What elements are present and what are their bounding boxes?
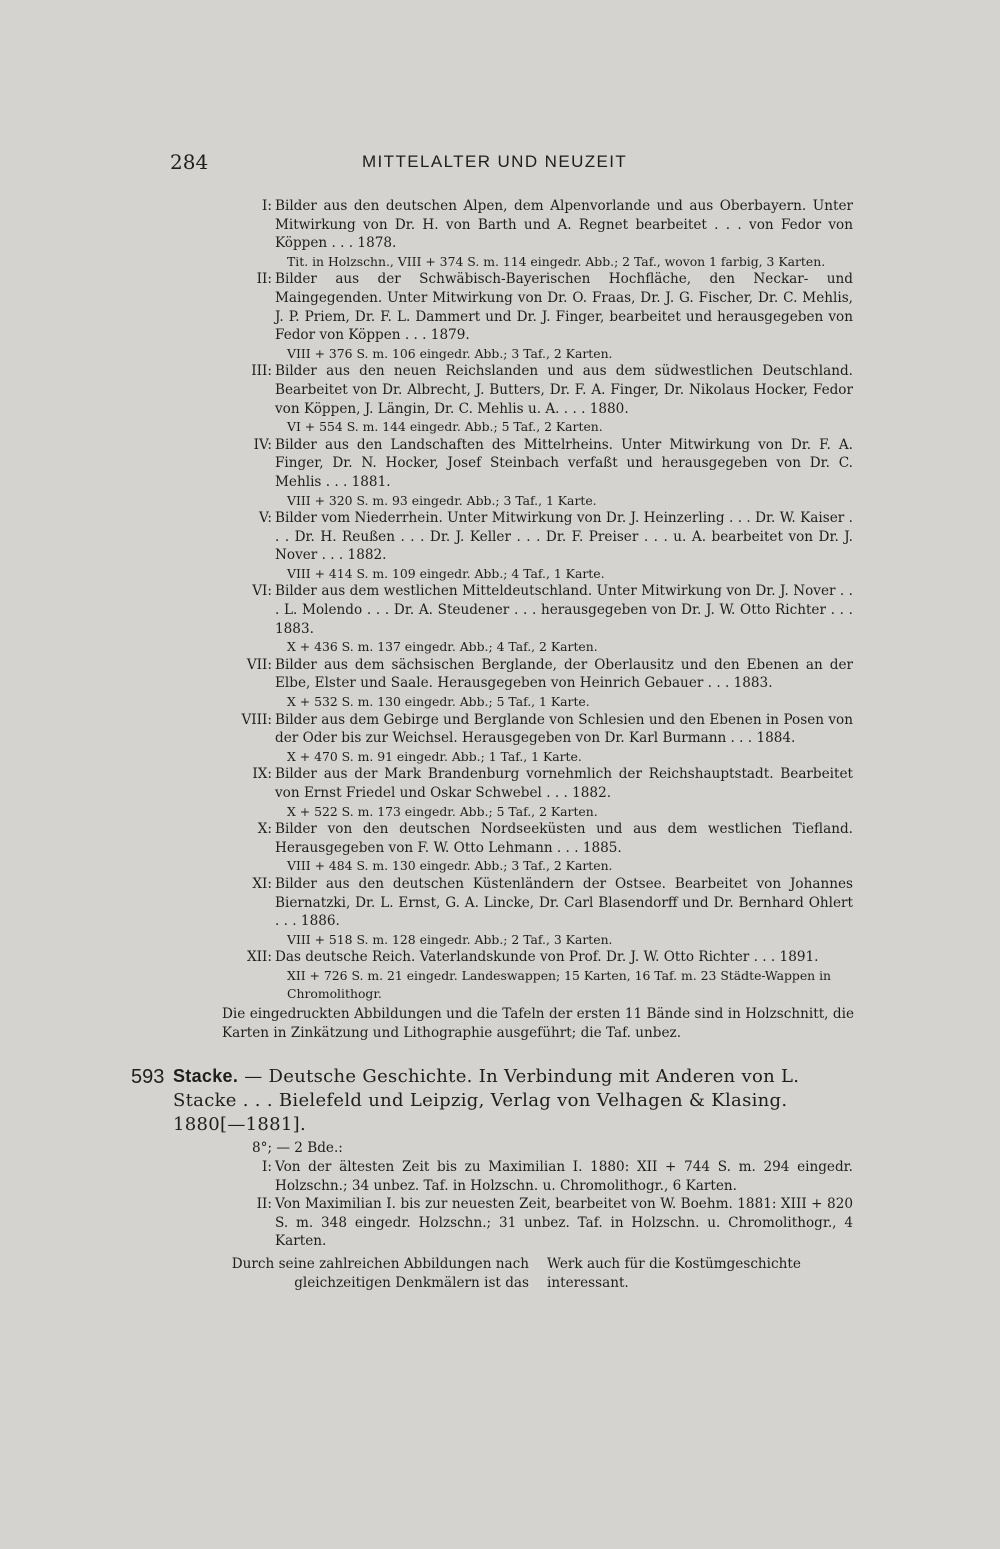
volume-entry — [251, 362, 853, 435]
volume-description: Bilder aus der Schwäbisch-Bayerischen Hochfläche, den Neckar- und Maingegenden. Unter Mitwirkung von Dr. O. Fraas, Dr. J. G. Fischer, Dr. C. Mehlis, J. P. Priem, Dr. F. L. Dammert und Dr. J. Finger, bearbeitet und herausgegeben von Fedor von Köppen . . . 1879. — [275, 271, 853, 344]
volume-description: Bilder aus den deutschen Küstenländern der Ostsee. Bearbeitet von Johannes Biernatzki, Dr. L. Ernst, G. A. Lincke, Dr. Carl Blasendorff und Dr. Bernhard Ohlert . . . 1886. — [275, 875, 853, 930]
volume-number: V: — [258, 510, 272, 527]
entry-note: Die eingedruckten Abbildungen und die Tafeln der ersten 11 Bände sind in Holzschnitt, die Karten in Zinkätzung und Lithographie ausgeführt; die Taf. unbez. — [222, 1006, 854, 1041]
volume-number: III: — [251, 363, 272, 380]
volume-description: Bilder aus den Landschaften des Mittelrheins. Unter Mitwirkung von Dr. F. A. Finger, Dr. N. Hocker, Josef Steinbach verfaßt und herausgegeben von Dr. C. Mehlis . . . 1881. — [275, 436, 853, 490]
volume-collation: VIII + 518 S. m. 128 eingedr. Abb.; 2 Taf., 3 Karten. — [287, 931, 613, 947]
entry-format: 8°; — 2 Bde.: — [252, 1140, 343, 1157]
volume-description: Bilder aus der Mark Brandenburg vornehmlich der Reichshauptstadt. Bearbeitet von Ernst Friedel und Oskar Schwebel . . . 1882. — [275, 766, 853, 801]
volume-entry — [262, 197, 853, 270]
entry-number: 593 — [131, 1066, 165, 1089]
page-number: 284 — [170, 150, 209, 174]
volume-collation: VIII + 320 S. m. 93 eingedr. Abb.; 3 Taf., 1 Karte. — [287, 492, 597, 508]
volume-list — [0, 197, 1000, 1002]
volume-entry — [252, 765, 853, 820]
volume-description: Das deutsche Reich. Vaterlandskunde von Prof. Dr. J. W. Otto Richter . . . 1891. — [275, 949, 819, 966]
volume-number: VIII: — [241, 711, 272, 728]
volume-number: VII: — [246, 656, 272, 673]
entry-title — [173, 1064, 855, 1137]
volume-number: I: — [262, 198, 272, 214]
volume-entry — [252, 875, 853, 948]
volume-number: I: — [262, 1158, 272, 1175]
volume-collation: VI + 554 S. m. 144 eingedr. Abb.; 5 Taf., 2 Karten. — [287, 419, 603, 435]
volume-description: Bilder aus dem westlichen Mitteldeutschland. Unter Mitwirkung von Dr. J. Nover . . . L. Molendo . . . Dr. A. Steudener . . . herausgegeben von Dr. J. W. Otto Richter . . . 1883. — [275, 583, 853, 637]
volume-number: IX: — [252, 766, 272, 783]
volume-number: VI: — [252, 583, 272, 600]
volume-description: Bilder von den deutschen Nordseeküsten und aus dem westlichen Tiefland. Herausgegeben von F. W. Otto Lehmann . . . 1885. — [275, 821, 853, 856]
volume-description: Bilder aus den neuen Reichslanden und aus dem südwestlichen Deutschland. Bearbeitet von Dr. Albrecht, J. Butters, Dr. F. A. Finger, Dr. Nikolaus Hocker, Fedor von Köppen, J. Längin, Dr. C. Mehlis u. A. . . . 1880. — [275, 363, 853, 417]
volume-collation: XII + 726 S. m. 21 eingedr. Landeswappen; 15 Karten, 16 Taf. m. 23 Städte-Wappen in Chromolithogr. — [287, 967, 832, 1001]
catalog-entry-593 — [131, 1064, 855, 1137]
volume-number: II: — [256, 271, 272, 288]
title-text: — Deutsche Geschichte. In Verbindung mit Anderen von L. Stacke . . . Bielefeld und Leipzig, Verlag von Velhagen & Klasing. 1880[—1881]. — [173, 1066, 800, 1136]
volume-description: Von der ältesten Zeit bis zu Maximilian I. 1880: XII + 744 S. m. 294 eingedr. Holzschn.; 34 unbez. Taf. in Holzschn. u. Chromolithogr., 6 Karten. — [275, 1158, 853, 1194]
volume-entry — [258, 509, 853, 582]
volume-number: XII: — [247, 949, 272, 966]
volume-description: Bilder aus dem Gebirge und Berglande von Schlesien und den Ebenen in Posen von der Oder bis zur Weichsel. Herausgegeben von Dr. Karl Burmann . . . 1884. — [275, 711, 853, 747]
volume-description: Von Maximilian I. bis zur neuesten Zeit, bearbeitet von W. Boehm. 1881: XIII + 820 S. m. 348 eingedr. Holzschn.; 31 unbez. Taf. in Holzschn. u. Chromolithogr., 4 Karten. — [275, 1196, 853, 1250]
volume-collation: X + 470 S. m. 91 eingedr. Abb.; 1 Taf., 1 Karte. — [287, 748, 582, 764]
entry-593-note — [222, 1255, 854, 1293]
note-left: Durch seine zahlreichen Abbildungen nach gleichzeitigen Denkmälern ist das — [231, 1255, 529, 1291]
volume-entry — [253, 436, 853, 509]
volume-number: IV: — [253, 436, 272, 453]
volume-entry — [252, 582, 853, 655]
page-header — [170, 150, 860, 180]
note-right: Werk auch für die Kostümgeschichte interessant. — [547, 1255, 801, 1291]
volume-collation: X + 532 S. m. 130 eingedr. Abb.; 5 Taf., 1 Karte. — [287, 694, 590, 710]
volume-description: Bilder aus den deutschen Alpen, dem Alpenvorlande und aus Oberbayern. Unter Mitwirkung von Dr. H. von Barth und A. Regnet bearbeitet . . . von Fedor von Köppen . . . 1878. — [275, 198, 853, 252]
volume-entry — [262, 1158, 853, 1195]
volume-collation: X + 436 S. m. 137 eingedr. Abb.; 4 Taf., 2 Karten. — [287, 639, 598, 655]
entry-593-volumes — [0, 1158, 1000, 1251]
volume-number: II: — [256, 1196, 272, 1213]
volume-entry — [256, 1195, 853, 1251]
volume-entry — [246, 656, 853, 711]
volume-number: XI: — [252, 875, 272, 892]
volume-description: Bilder vom Niederrhein. Unter Mitwirkung von Dr. J. Heinzerling . . . Dr. W. Kaiser . . . Dr. H. Reußen . . . Dr. J. Keller . . . Dr. F. Preiser . . . u. A. bearbeitet von Dr. J. Nover . . . 1882. — [275, 510, 853, 564]
running-title: MITTELALTER UND NEUZEIT — [362, 152, 628, 171]
volume-collation: VIII + 414 S. m. 109 eingedr. Abb.; 4 Taf., 1 Karte. — [287, 565, 605, 581]
volume-entry — [256, 270, 853, 362]
volume-entry — [241, 711, 853, 766]
page-body — [0, 197, 1000, 1293]
volume-collation: X + 522 S. m. 173 eingedr. Abb.; 5 Taf., 2 Karten. — [287, 803, 598, 819]
volume-collation: VIII + 376 S. m. 106 eingedr. Abb.; 3 Taf., 2 Karten. — [287, 345, 613, 361]
volume-collation: VIII + 484 S. m. 130 eingedr. Abb.; 3 Taf., 2 Karten. — [287, 858, 613, 874]
volume-collation: Tit. in Holzschn., VIII + 374 S. m. 114 eingedr. Abb.; 2 Taf., wovon 1 farbig, 3 Karten. — [287, 253, 826, 269]
author-name: Stacke. — [173, 1066, 239, 1087]
volume-entry — [247, 948, 853, 1002]
volume-number: X: — [257, 821, 272, 838]
volume-entry — [257, 820, 853, 875]
volume-description: Bilder aus dem sächsischen Berglande, der Oberlausitz und den Ebenen an der Elbe, Elster und Saale. Herausgegeben von Heinrich Gebauer . . . 1883. — [275, 656, 853, 692]
